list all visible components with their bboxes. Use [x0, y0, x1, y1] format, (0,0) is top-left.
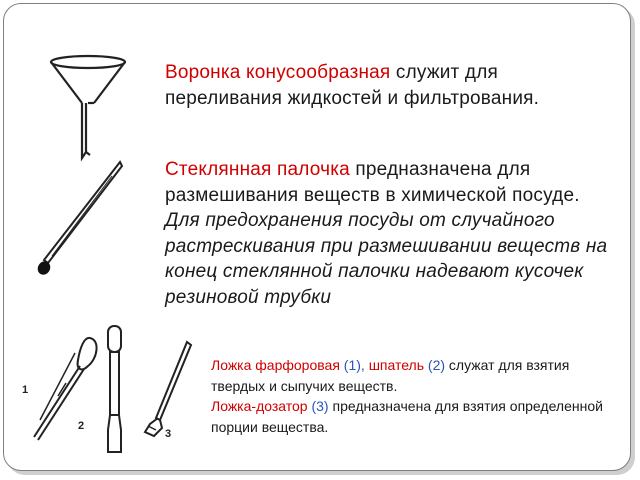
porcelain-spoon-name: Ложка фарфоровая	[211, 357, 340, 373]
funnel-name: Воронка конусообразная	[165, 62, 391, 83]
rod-italic-note: Для предохранения посуды от случайного растрескивания при размешивании веществ на конец стеклянной палочки надевают кусочек резиновой трубки	[165, 210, 608, 308]
spoons-desc-1: служат для взятия твердых и сыпучих веществ.	[211, 357, 570, 394]
doser-name: Ложка-дозатор	[211, 398, 308, 414]
number-3: (3)	[311, 398, 329, 414]
rod-description	[165, 157, 615, 310]
funnel-icon	[51, 56, 125, 158]
rod-name: Стеклянная палочка	[165, 159, 350, 180]
funnel-text: служит для переливания жидкостей и фильтрования.	[165, 62, 540, 109]
funnel-description	[165, 60, 605, 112]
spatula-icon	[108, 326, 121, 452]
glass-rod-icon	[35, 162, 122, 277]
spatula-name: шпатель	[368, 357, 425, 373]
spoons-desc-2: предназначена для взятия определенной порции вещества.	[211, 398, 603, 435]
spoons-description-box	[205, 351, 615, 449]
figure-label-1: 1	[22, 384, 29, 396]
rod-text: предназначена для размешивания веществ в химической посуде.	[165, 159, 580, 206]
number-1: (1),	[343, 357, 365, 373]
number-2: (2)	[427, 357, 446, 373]
porcelain-spoon-icon	[34, 338, 97, 440]
figure-label-2: 2	[78, 420, 85, 432]
figure-label-3: 3	[165, 428, 172, 440]
dosing-spoon-icon	[145, 342, 191, 436]
